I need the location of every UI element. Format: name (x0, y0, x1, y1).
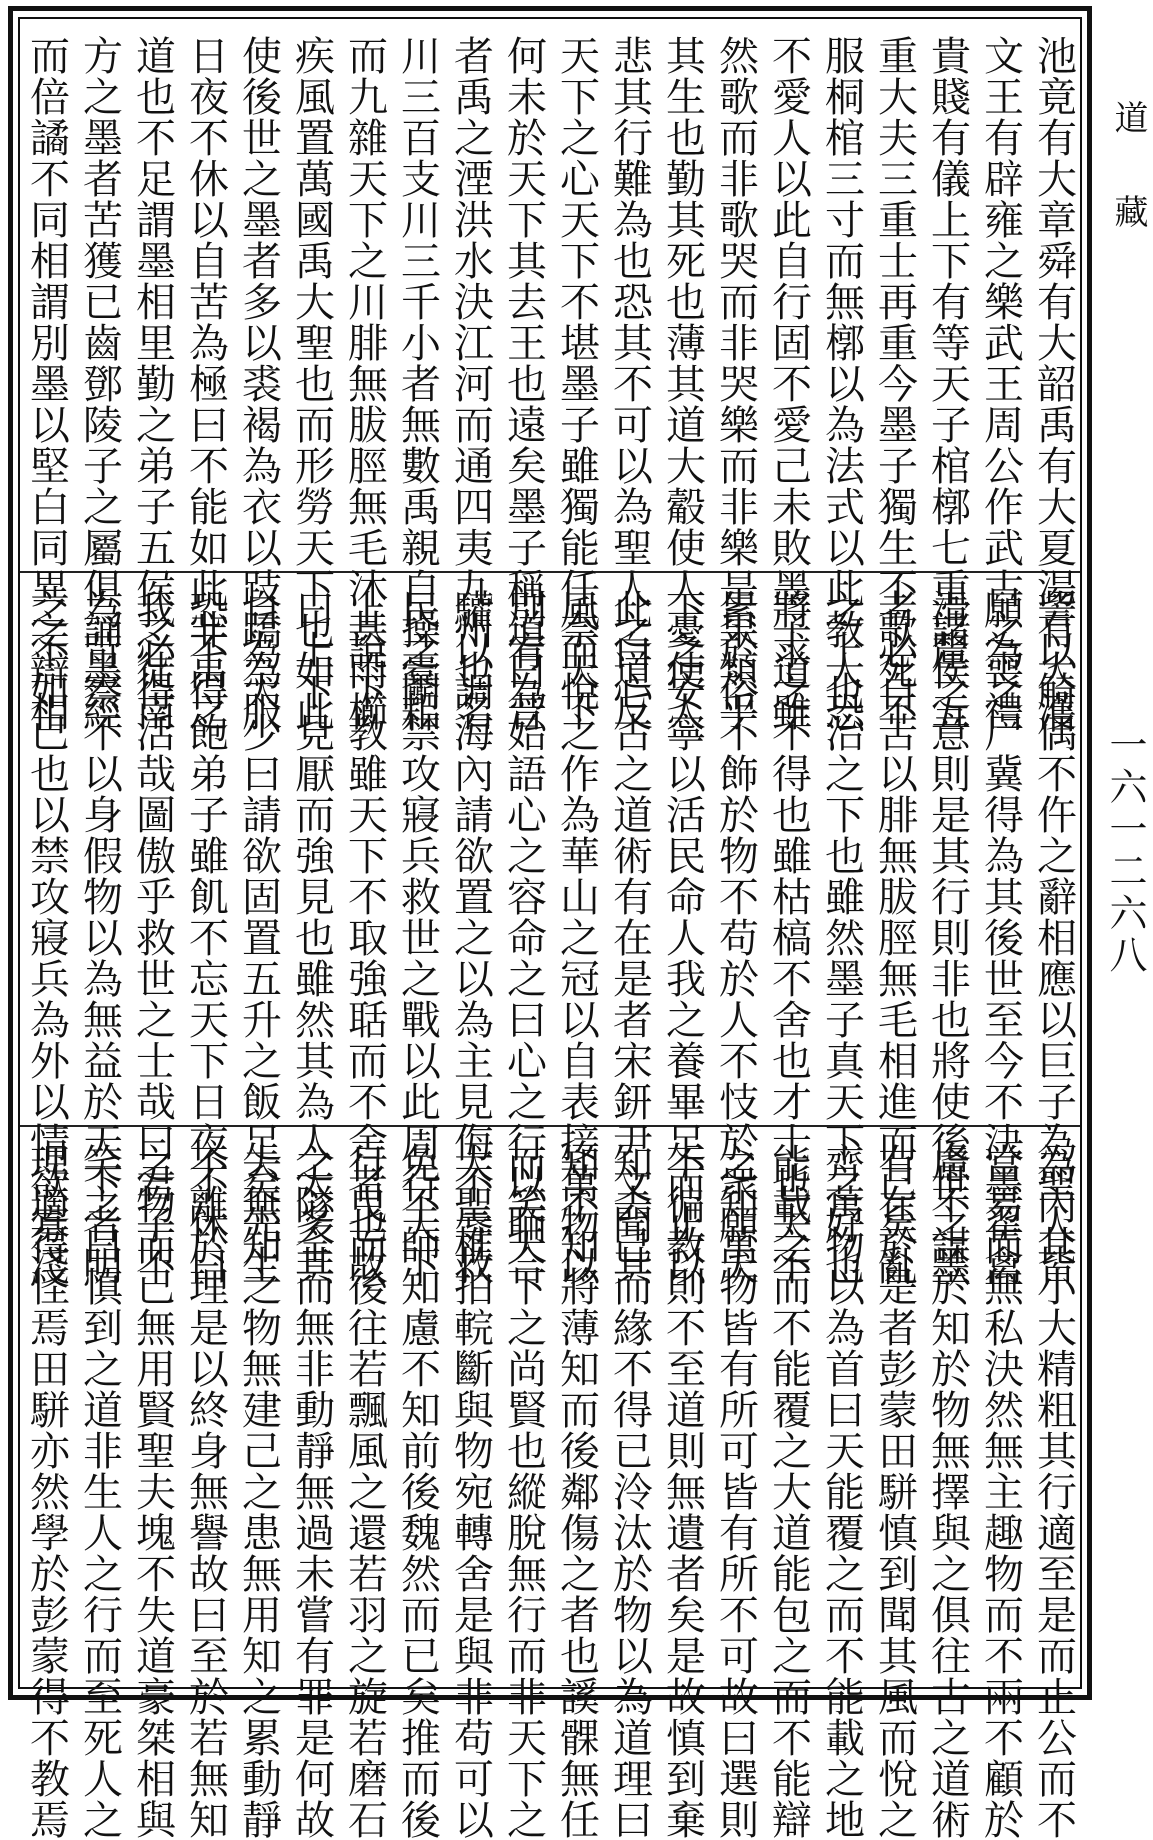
text-column (337, 19, 392, 732)
column-text: 悲其行難為也恐其不可以為聖人之道反 (606, 35, 653, 732)
text-column (867, 19, 922, 732)
column-text: 使後世之墨者多以裘褐為衣以跂蹻為服 (235, 35, 282, 732)
text-column (602, 1127, 657, 1840)
column-text: 服桐棺三寸而無槨以為法式以此教人恐 (818, 35, 865, 732)
column-text: 將求之不得也雖枯槁不舍也才士也夫不 (765, 589, 812, 1286)
text-column (231, 1127, 286, 1840)
column-text: 之物而已無用賢聖夫塊不失道豪桀相與 (129, 1143, 176, 1840)
column-text: 者必自苦以腓無胈脛無毛相進而已矣亂 (871, 589, 918, 1286)
column-text: 疾風置萬國禹大聖也而形勞天下也如此 (288, 35, 335, 732)
text-column (390, 1127, 445, 1840)
column-text: 何未於天下其去王也遠矣墨子稱道曰昔 (500, 35, 547, 732)
column-text: 大聖椎拍輐斷與物宛轉舍是與非苟可以 (447, 1143, 494, 1840)
column-text: 當易而無私決然無主趣物而不兩不顧於 (977, 1143, 1024, 1840)
column-text: 然歌而非歌哭而非哭樂而非樂是果類乎 (712, 35, 759, 732)
column-text: 其生也勤其死也薄其道大觳使人憂使人 (659, 35, 706, 732)
collection-title: 道藏 (1108, 100, 1148, 288)
text-column (1026, 19, 1081, 732)
column-text: 之不如已也以禁攻寢兵為外以情欲寡淺 (23, 589, 70, 1286)
column-text: 免不師知慮不知前後魏然而已矣推而後 (394, 1143, 441, 1840)
text-column (867, 573, 922, 1286)
column-text: 之知萬物皆有所可皆有所不可故曰選則 (712, 1143, 759, 1840)
text-column (708, 1127, 763, 1840)
text-column (973, 1127, 1028, 1840)
text-column (337, 1127, 392, 1840)
column-text: 行曳而後往若飄風之還若羽之旋若磨石 (341, 1143, 388, 1840)
text-column (973, 19, 1028, 732)
text-column (178, 1127, 233, 1840)
text-column (655, 1127, 710, 1840)
text-column (920, 573, 975, 1286)
column-text: 理適得怪焉田駢亦然學於彭蒙得不教焉 (23, 1143, 70, 1840)
text-column (761, 1127, 816, 1840)
text-column (655, 573, 710, 1286)
column-text: 川三百支川三千小者無數禹親自操橐耜 (394, 35, 441, 732)
column-text: 方之墨者苦獲已齒鄧陵子之屬俱誦墨經 (76, 35, 123, 732)
column-text: 累於俗不飾於物不苟於人不忮於衆願天 (712, 589, 759, 1286)
text-column (655, 19, 710, 732)
text-column (549, 1127, 604, 1840)
column-text: 夫無知之物無建己之患無用知之累動靜 (235, 1143, 282, 1840)
text-column (496, 19, 551, 732)
text-column (72, 19, 127, 732)
text-column (284, 19, 339, 732)
text-column (920, 19, 975, 732)
text-column (337, 573, 392, 1286)
column-text: 而九雜天下之川腓無胈脛無毛沐甚雨櫛 (341, 35, 388, 732)
column-text: 上說下教雖天下不取強聒而不舍者也故 (341, 589, 388, 1286)
outer-margin (1100, 0, 1153, 1716)
text-column (814, 19, 869, 732)
column-text: 之隧全而無非動靜無過未嘗有罪是何故 (288, 1143, 335, 1840)
column-text: 恐不得飽弟子雖飢不忘天下日夜不休曰 (182, 589, 229, 1286)
column-text: 滑釐之意則是其行則非也將使後世之墨 (924, 589, 971, 1286)
column-text: 別宥為始語心之容命之曰心之行以聏合 (500, 589, 547, 1286)
column-text: 為苛察不以身假物以為無益於天下者明 (76, 589, 123, 1286)
column-text: 重大夫三重士再重今墨子獨生不歌死不 (871, 35, 918, 732)
text-column (178, 573, 233, 1286)
column-text: 知不知將薄知而後鄰傷之者也謑髁無任 (553, 1143, 600, 1840)
column-text: 驩以調海內請欲置之以為主見侮不辱救 (447, 589, 494, 1286)
column-text: 知去己而緣不得已泠汰於物以為道理曰 (606, 1143, 653, 1840)
text-column (549, 573, 604, 1286)
column-text: 有在於是者彭蒙田駢慎到聞其風而悅之 (871, 1143, 918, 1840)
text-column (920, 1127, 975, 1840)
text-column (284, 573, 339, 1286)
column-text: 慮不謀於知於物無擇與之俱往古之道術 (924, 1143, 971, 1840)
text-column (125, 573, 180, 1286)
column-text: 不徧教則不至道則無遺者矣是故慎到棄 (659, 1143, 706, 1840)
text-register-middle (20, 573, 1080, 1286)
text-column (231, 19, 286, 732)
column-text: 天下之心天下不堪墨子雖獨能任奈天下 (553, 35, 600, 732)
text-register-upper (20, 19, 1080, 732)
text-column (761, 573, 816, 1286)
text-column (390, 573, 445, 1286)
text-column (72, 573, 127, 1286)
column-text: 而倍譎不同相謂別墨以堅白同異之辯相 (23, 35, 70, 732)
column-text: 而笑天下之尚賢也縱脫無行而非天下之 (500, 1143, 547, 1840)
text-column (125, 19, 180, 732)
text-column (867, 1127, 922, 1840)
text-column (390, 19, 445, 732)
text-column (602, 573, 657, 1286)
text-column (72, 1127, 127, 1840)
column-text: 訾以觭偶不仵之辭相應以巨子為聖人皆 (1030, 589, 1077, 1286)
text-column (284, 1127, 339, 1840)
column-text: 曰上下見厭而強見也雖然其為人太多其 (288, 589, 335, 1286)
column-text: 齊萬物以為首曰天能覆之而不能載之地 (818, 1143, 865, 1840)
text-column (1026, 1127, 1081, 1840)
column-text: 貴賤有儀上下有等天子棺槨七重諸侯五 (924, 35, 971, 732)
column-text: 笑之曰慎到之道非生人之行而至死人之 (76, 1143, 123, 1840)
text-column (443, 1127, 498, 1840)
text-column (496, 1127, 551, 1840)
column-text: 此白心古之道術有在是者宋鈃尹文聞其 (606, 589, 653, 1286)
text-column (443, 19, 498, 732)
column-text: 池竟有大章舜有大韶禹有大夏湯有大濩 (1030, 35, 1077, 732)
column-text: 不愛人以此自行固不愛己未敗墨子道雖 (765, 35, 812, 732)
column-text: 風而悅之作為華山之冠以自表接萬物以 (553, 589, 600, 1286)
text-column (496, 573, 551, 1286)
column-text: 之上也治之下也雖然墨子真天下之好也 (818, 589, 865, 1286)
text-column (19, 573, 74, 1286)
text-column (231, 573, 286, 1286)
column-text: 我必得活哉圖傲乎救世之士哉曰君子不 (129, 589, 176, 1286)
column-text: 願為之尸冀得為其後世至今不決墨翟禽 (977, 589, 1024, 1286)
text-column (602, 19, 657, 732)
text-column (19, 19, 74, 732)
text-column (814, 573, 869, 1286)
text-column (178, 19, 233, 732)
text-column (814, 1127, 869, 1840)
column-text: 不離於理是以終身無譽故曰至於若無知 (182, 1143, 229, 1840)
text-column (549, 19, 604, 732)
text-column (708, 573, 763, 1286)
text-column (761, 19, 816, 732)
text-register-lower (20, 1127, 1080, 1840)
column-text: 日夜不休以自苦為極曰不能如此非禹之 (182, 35, 229, 732)
text-column (125, 1127, 180, 1840)
column-text: 為內其小大精粗其行適至是而止公而不 (1030, 1143, 1077, 1840)
column-text: 能載之而不能覆之大道能包之而不能辯 (765, 1143, 812, 1840)
column-text: 道也不足謂墨相里勤之弟子五侯之徒南 (129, 35, 176, 732)
text-column (973, 573, 1028, 1286)
page-number: 一六一二六八 (1103, 725, 1147, 977)
text-column (1026, 573, 1081, 1286)
column-text: 自為太少曰請欲固置五升之飯足矣先生 (235, 589, 282, 1286)
column-text: 文王有辟雍之樂武王周公作武古之喪禮 (977, 35, 1024, 732)
column-text: 下之安寧以活民命人我之養畢足而止以 (659, 589, 706, 1286)
text-column (708, 19, 763, 732)
text-column (19, 1127, 74, 1840)
column-text: 民之鬭禁攻寢兵救世之戰以此周行天下 (394, 589, 441, 1286)
column-text: 者禹之湮洪水決江河而通四夷九州也名 (447, 35, 494, 732)
text-column (443, 573, 498, 1286)
